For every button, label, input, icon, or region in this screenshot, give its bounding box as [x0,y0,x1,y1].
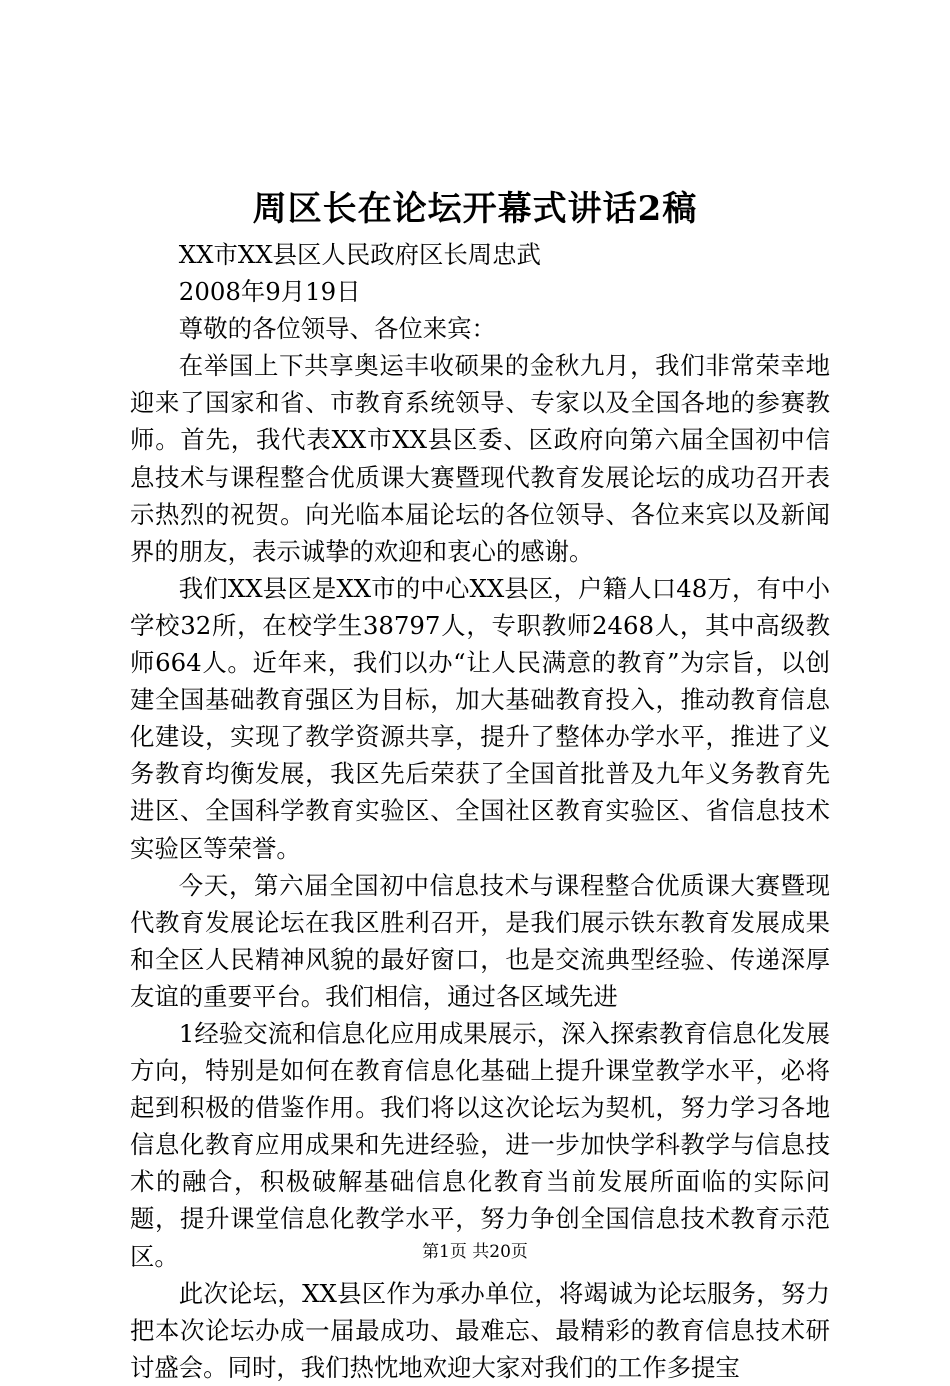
page-footer: 第1页 共20页 [422,1242,528,1262]
paragraph-3: 今天，第六届全国初中信息技术与课程整合优质课大赛暨现代教育发展论坛在我区胜利召开，是我们展示铁东教育发展成果和全区人民精神风貌的最好窗口，也是交流典型经验、传递深厚友谊的重要平台。我们相信，通过各区域先进 [130,870,830,1011]
paragraph-1: 在举国上下共享奥运丰收硕果的金秋九月，我们非常荣幸地迎来了国家和省、市教育系统领导、专家以及全国各地的参赛教师。首先，我代表XX市XX县区委、区政府向第六届全国初中信息技术与课程整合优质课大赛暨现代教育发展论坛的成功召开表示热烈的祝贺。向光临本届论坛的各位领导、各位来宾以及新闻界的朋友，表示诚挚的欢迎和衷心的感谢。 [130,351,830,566]
date-line: 2008年9月19日 [178,277,361,307]
salutation: 尊敬的各位领导、各位来宾： [178,314,496,344]
paragraph-5: 此次论坛，XX县区作为承办单位，将竭诚为论坛服务，努力把本次论坛办成一届最成功、最难忘、最精彩的教育信息技术研讨盛会。同时，我们热忱地欢迎大家对我们的工作多提宝 [130,1278,830,1382]
paragraph-2: 我们XX县区是XX市的中心XX县区，户籍人口48万，有中小学校32所，在校学生38797人，专职教师2468人，其中高级教师664人。近年来，我们以办“让人民满意的教育”为宗旨，以创建全国基础教育强区为目标，加大基础教育投入，推动教育信息化建设，实现了教学资源共享，提升了整体办学水平，推进了义务教育均衡发展，我区先后荣获了全国首批普及九年义务教育先进区、全国科学教育实验区、全国社区教育实验区、省信息技术实验区等荣誉。 [130,573,830,863]
document-body [130,236,830,1386]
document-title: 周区长在论坛开幕式讲话2稿 [252,189,698,229]
author-line: XX市XX县区人民政府区长周忠武 [178,240,541,269]
paragraph-4: 1经验交流和信息化应用成果展示，深入探索教育信息化发展方向，特别是如何在教育信息化基础上提升课堂教学水平，必将起到积极的借鉴作用。我们将以这次论坛为契机，努力学习各地信息化教育应用成果和先进经验，进一步加快学科教学与信息技术的融合，积极破解基础信息化教育当前发展所面临的实际问题，提升课堂信息化教学水平，努力争创全国信息技术教育示范区。 [130,1018,830,1271]
